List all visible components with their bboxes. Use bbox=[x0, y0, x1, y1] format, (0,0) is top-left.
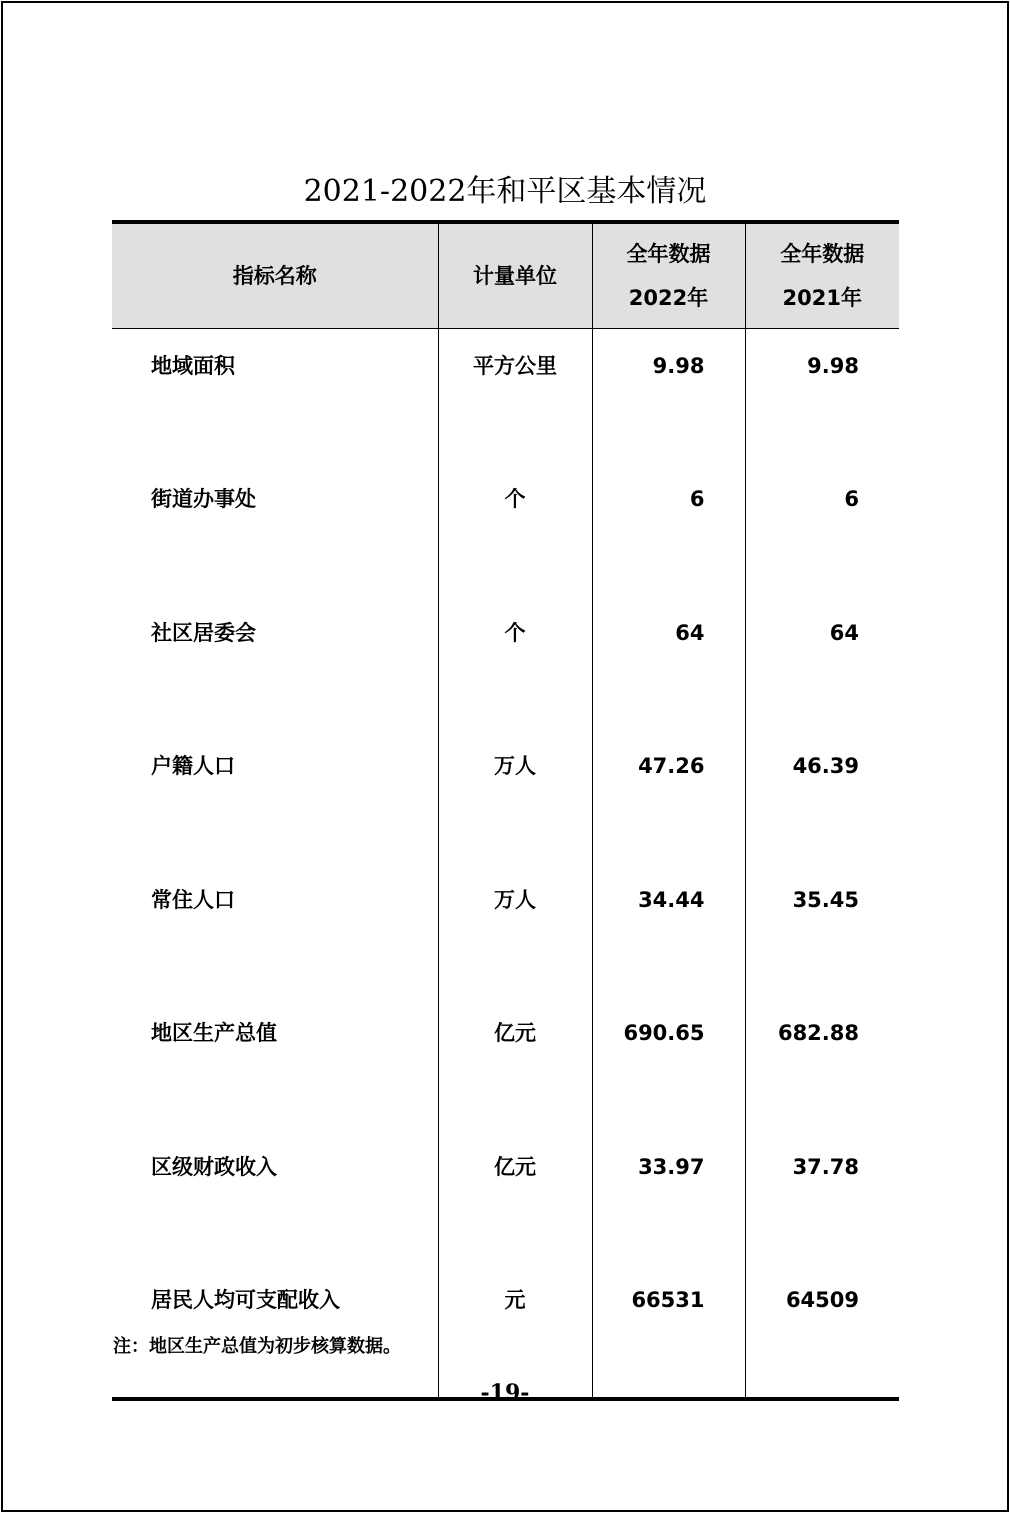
header-2022 bbox=[592, 222, 745, 328]
value-2021: 35.45 bbox=[792, 887, 859, 912]
cell-2022 bbox=[592, 462, 745, 596]
cell-unit bbox=[438, 328, 592, 462]
value-2022: 690.65 bbox=[623, 1021, 705, 1045]
value-2021: 9.98 bbox=[807, 353, 859, 378]
header-unit-label: 计量单位 bbox=[473, 263, 557, 288]
page-title: 2021-2022年和平区基本情况 bbox=[303, 174, 707, 210]
header-2022-line1: 全年数据 bbox=[626, 241, 711, 266]
cell-unit bbox=[438, 1130, 592, 1264]
table-row bbox=[112, 863, 899, 997]
value-2021: 37.78 bbox=[792, 1154, 859, 1179]
unit-text: 元 bbox=[504, 1288, 526, 1312]
header-indicator-label: 指标名称 bbox=[232, 263, 317, 288]
indicator-text: 地域面积 bbox=[151, 353, 235, 378]
unit-text: 万人 bbox=[494, 754, 536, 778]
cell-2021 bbox=[745, 462, 899, 596]
value-2022: 33.97 bbox=[638, 1154, 705, 1179]
table-row bbox=[112, 462, 899, 596]
table-row bbox=[112, 1130, 899, 1264]
cell-2022 bbox=[592, 729, 745, 863]
cell-unit bbox=[438, 596, 592, 730]
value-2021: 46.39 bbox=[792, 754, 859, 778]
indicator-text: 常住人口 bbox=[151, 887, 235, 912]
indicator-text: 户籍人口 bbox=[151, 754, 235, 778]
cell-unit bbox=[438, 996, 592, 1130]
cell-indicator bbox=[112, 462, 438, 596]
cell-unit bbox=[438, 863, 592, 997]
unit-text: 平方公里 bbox=[473, 353, 557, 378]
value-2022: 6 bbox=[689, 487, 705, 511]
cell-2021 bbox=[745, 729, 899, 863]
value-2022: 47.26 bbox=[638, 754, 705, 778]
cell-2021 bbox=[745, 1130, 899, 1264]
value-2022: 66531 bbox=[631, 1288, 705, 1312]
unit-text: 亿元 bbox=[494, 1154, 536, 1179]
header-2022-line2: 2022年 bbox=[628, 285, 709, 310]
cell-indicator bbox=[112, 1130, 438, 1264]
cell-2021 bbox=[745, 596, 899, 730]
value-2021: 682.88 bbox=[777, 1021, 859, 1045]
cell-unit bbox=[438, 729, 592, 863]
table-row bbox=[112, 328, 899, 462]
header-unit bbox=[438, 222, 592, 328]
unit-text: 亿元 bbox=[494, 1021, 536, 1045]
indicator-text: 地区生产总值 bbox=[151, 1021, 277, 1045]
indicator-text: 社区居委会 bbox=[151, 620, 256, 645]
unit-text: 个 bbox=[504, 620, 526, 645]
cell-indicator bbox=[112, 996, 438, 1130]
value-2021: 6 bbox=[844, 487, 859, 511]
page-number: -19- bbox=[480, 1380, 530, 1406]
value-2021: 64 bbox=[829, 620, 859, 645]
table-row bbox=[112, 996, 899, 1130]
statistics-table bbox=[112, 220, 899, 1401]
table-footnote: 注：地区生产总值为初步核算数据。 bbox=[113, 1336, 401, 1357]
header-indicator bbox=[112, 222, 438, 328]
indicator-text: 区级财政收入 bbox=[151, 1154, 277, 1179]
value-2022: 34.44 bbox=[638, 887, 705, 912]
indicator-text: 居民人均可支配收入 bbox=[151, 1288, 340, 1312]
cell-indicator bbox=[112, 863, 438, 997]
cell-2022 bbox=[592, 996, 745, 1130]
cell-2022 bbox=[592, 863, 745, 997]
value-2022: 64 bbox=[675, 620, 705, 645]
table-row bbox=[112, 729, 899, 863]
data-table-container bbox=[112, 220, 899, 1401]
cell-indicator bbox=[112, 596, 438, 730]
cell-2022 bbox=[592, 328, 745, 462]
header-2021 bbox=[745, 222, 899, 328]
cell-2022 bbox=[592, 1130, 745, 1264]
header-2021-line2: 2021年 bbox=[782, 285, 862, 310]
header-2021-line1: 全年数据 bbox=[780, 241, 865, 266]
cell-2021 bbox=[745, 863, 899, 997]
cell-indicator bbox=[112, 729, 438, 863]
cell-2021 bbox=[745, 328, 899, 462]
cell-indicator bbox=[112, 328, 438, 462]
table-row bbox=[112, 596, 899, 730]
indicator-text: 街道办事处 bbox=[151, 487, 256, 511]
table-header-row bbox=[112, 222, 899, 328]
unit-text: 万人 bbox=[494, 887, 536, 912]
value-2022: 9.98 bbox=[652, 353, 705, 378]
unit-text: 个 bbox=[504, 487, 526, 511]
cell-2022 bbox=[592, 596, 745, 730]
cell-2021 bbox=[745, 996, 899, 1130]
cell-unit bbox=[438, 462, 592, 596]
value-2021: 64509 bbox=[785, 1288, 859, 1312]
